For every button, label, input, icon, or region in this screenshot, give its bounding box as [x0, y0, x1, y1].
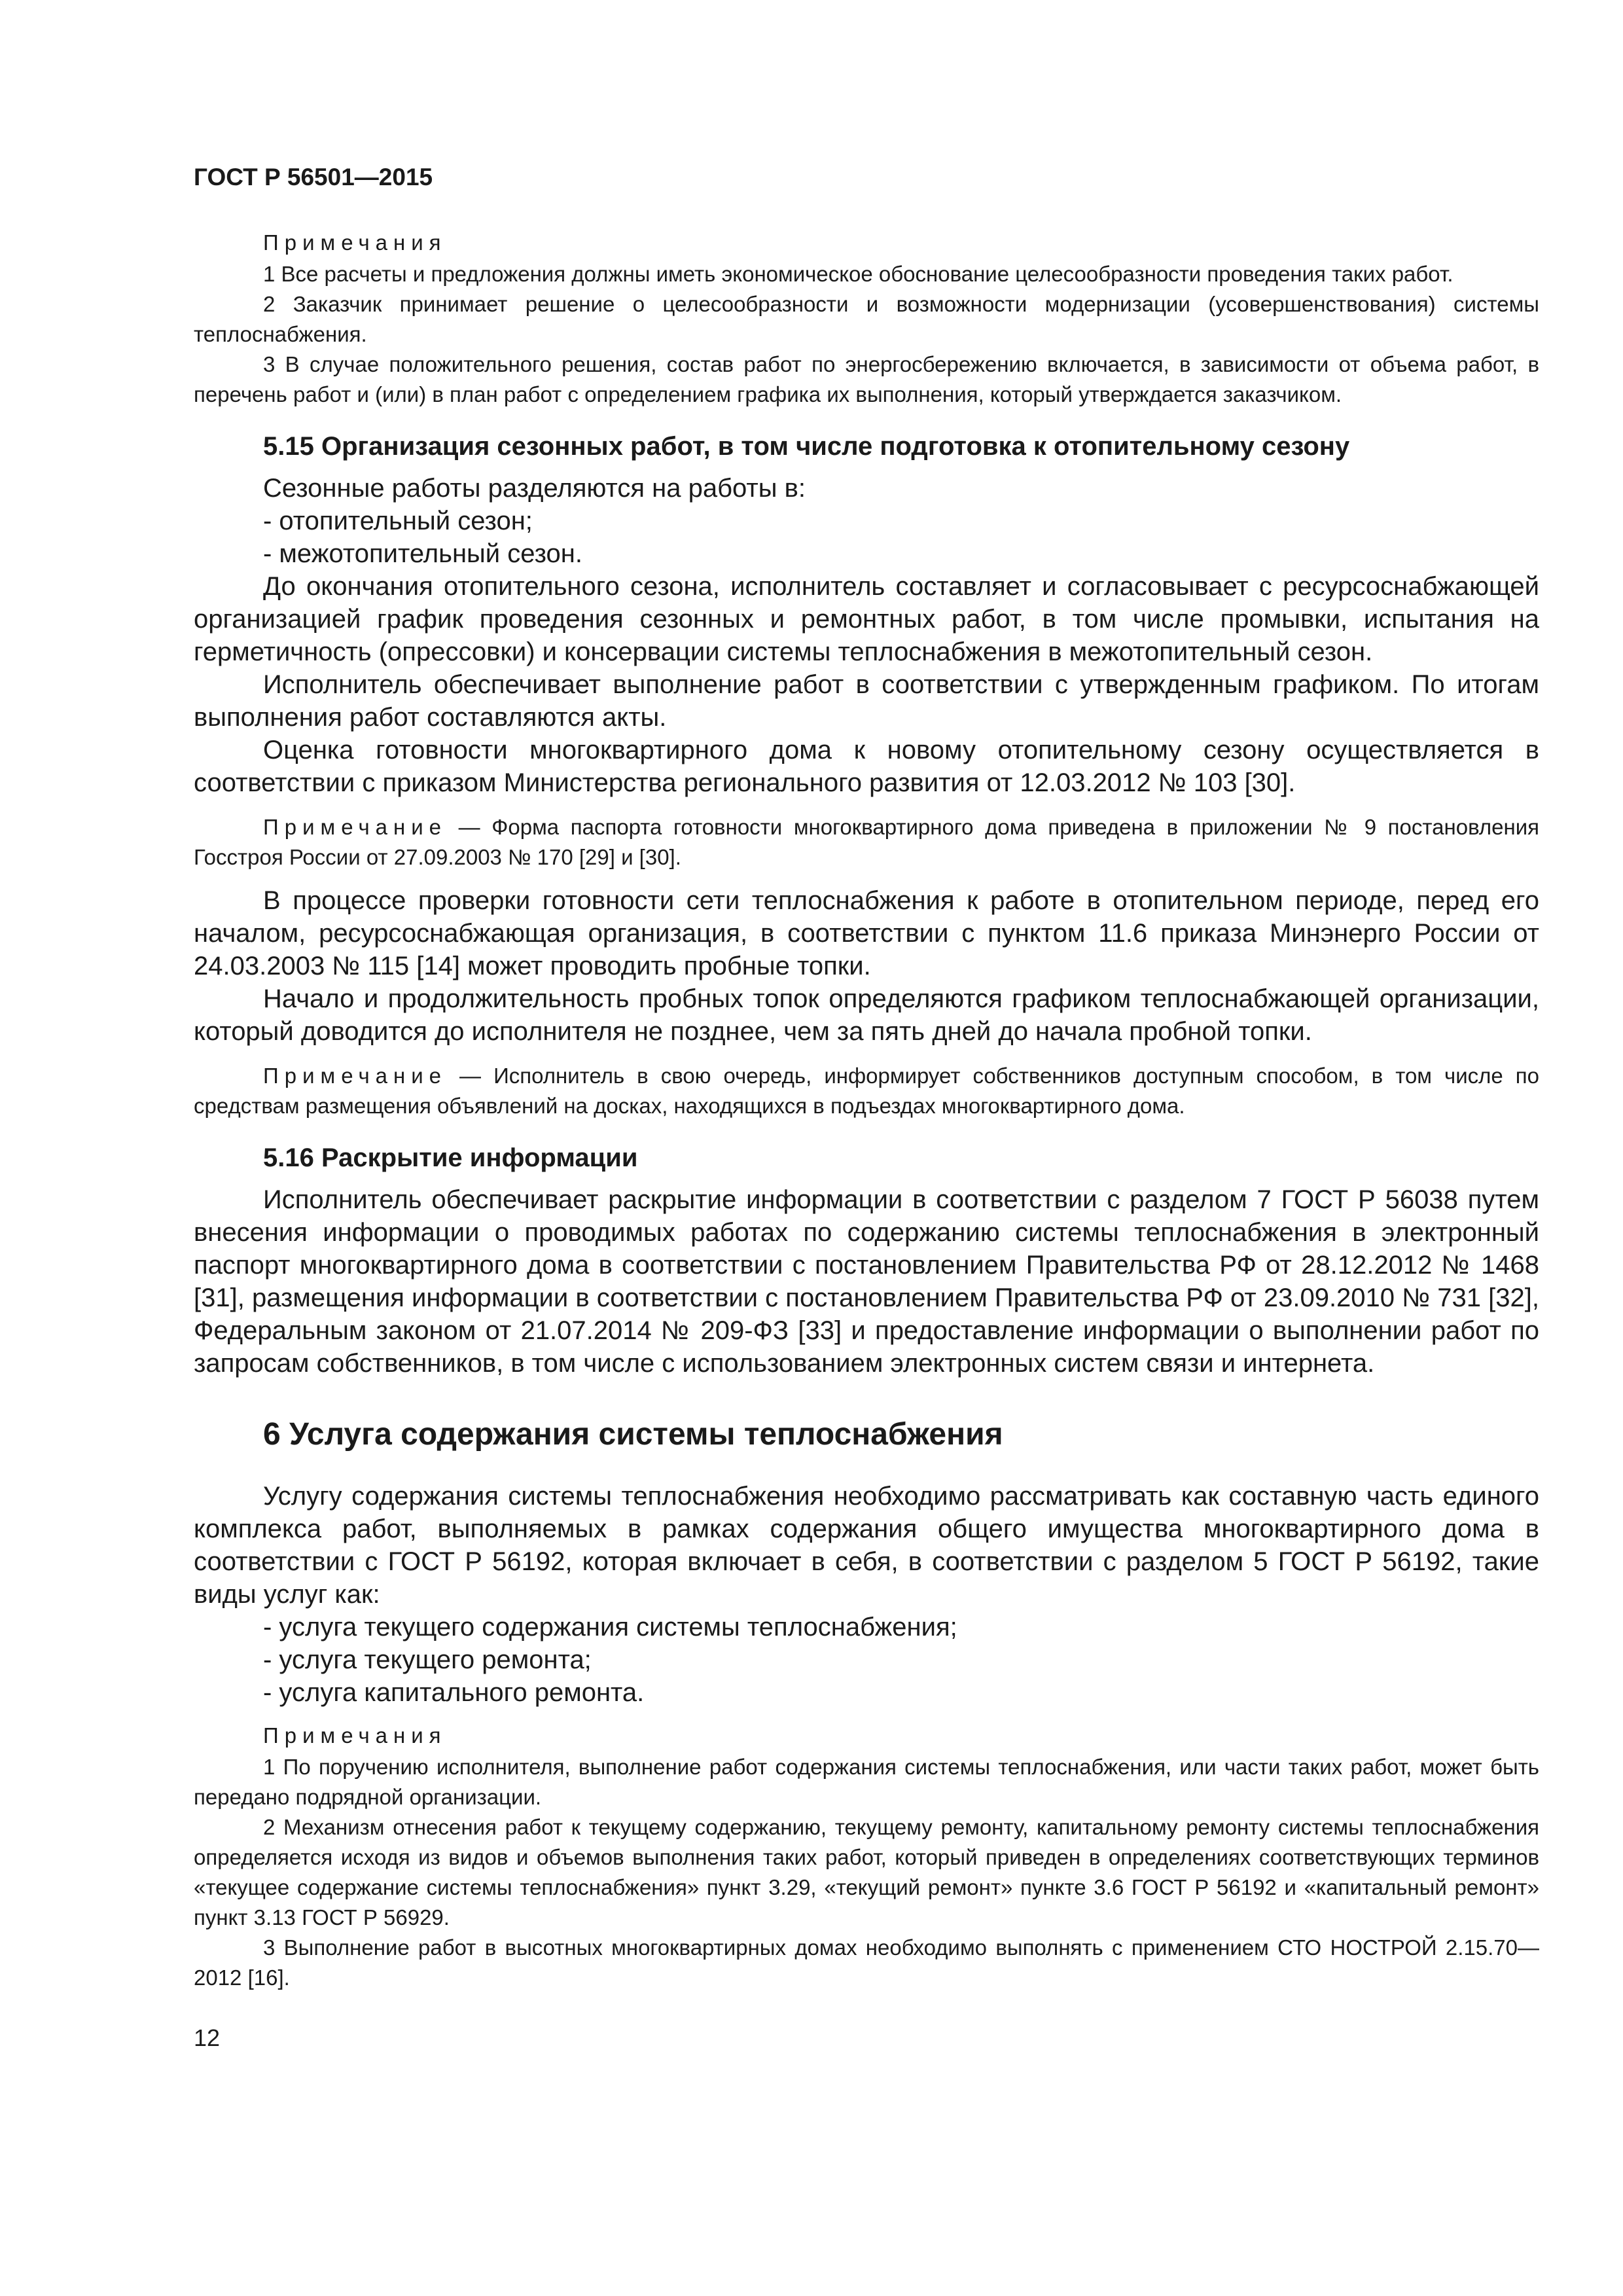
section-5-16-title: 5.16 Раскрытие информации [263, 1143, 638, 1172]
document-page [194, 164, 1539, 2052]
paragraph: Начало и продолжительность пробных топок определяются графиком теплоснабжающей организации, который доводится до исполнителя не позднее, чем за пять дней до начала пробной топки. [194, 984, 1539, 1046]
section-5-15-title: 5.15 Организация сезонных работ, в том числе подготовка к отопительному сезону [263, 432, 1350, 461]
note-item: 3 Выполнение работ в высотных многоквартирных домах необходимо выполнять с применением СТО НОСТРОЙ 2.15.70—2012 [16]. [194, 1935, 1539, 1990]
note-text: — Форма паспорта готовности многоквартирного дома приведена в приложении № 9 постановления Госстроя России от 27.09.2003 № 170 [29] и [30]. [194, 815, 1539, 869]
paragraph: В процессе проверки готовности сети теплоснабжения к работе в отопительном периоде, перед его началом, ресурсоснабжающая организация, в соответствии с пунктом 11.6 приказа Минэнерго России от 24.03.2003 № 115 [14] может проводить пробные топки. [194, 886, 1539, 980]
paragraph: Услугу содержания системы теплоснабжения необходимо рассматривать как составную часть единого комплекса работ, выполняемых в рамках содержания общего имущества многоквартирного дома в соответствии с ГОСТ Р 56192, которая включает в себя, в соответствии с разделом 5 ГОСТ Р 56192, такие виды услуг как: [194, 1482, 1539, 1609]
page-number: 12 [194, 2024, 221, 2051]
list-item: - услуга капитального ремонта. [263, 1678, 645, 1707]
document-header: ГОСТ Р 56501—2015 [194, 164, 433, 190]
note-item: 1 Все расчеты и предложения должны иметь экономическое обоснование целесообразности проведения таких работ. [263, 262, 1454, 286]
list-item: - межотопительный сезон. [263, 539, 582, 568]
note-item: 1 По поручению исполнителя, выполнение работ содержания системы теплоснабжения, или части таких работ, может быть передано подрядной организации. [194, 1755, 1539, 1809]
list-item: - услуга текущего ремонта; [263, 1645, 592, 1674]
list-item: - услуга текущего содержания системы теплоснабжения; [263, 1613, 957, 1641]
inline-note [194, 1061, 1539, 1121]
note-item: 2 Механизм отнесения работ к текущему содержанию, текущему ремонту, капитальному ремонту системы теплоснабжения определяется исходя из видов и объемов выполнения таких работ, который приведен в определениях соответствующих терминов «текущее содержание системы теплоснабжения» пункт 3.29, «текущий ремонт» пункте 3.6 ГОСТ Р 56192 и «капитальный ремонт» пункт 3.13 ГОСТ Р 56929. [194, 1815, 1539, 1929]
paragraph: Исполнитель обеспечивает выполнение работ в соответствии с утвержденным графиком. По итогам выполнения работ составляются акты. [194, 670, 1539, 732]
section-6-title: 6 Услуга содержания системы теплоснабжения [263, 1417, 1003, 1452]
paragraph: Оценка готовности многоквартирного дома к новому отопительному сезону осуществляется в соответствии с приказом Министерства регионального развития от 12.03.2012 № 103 [30]. [194, 736, 1539, 797]
paragraph: Сезонные работы разделяются на работы в: [263, 474, 806, 503]
note-text: — Исполнитель в свою очередь, информирует собственников доступным способом, в том числе по средствам размещения объявлений на досках, находящихся в подъездах многоквартирного дома. [194, 1064, 1539, 1118]
paragraph: Исполнитель обеспечивает раскрытие информации в соответствии с разделом 7 ГОСТ Р 56038 путем внесения информации о проводимых работах по содержанию системы теплоснабжения в электронный паспорт многоквартирного дома в соответствии с постановлением Правительства РФ от 28.12.2012 № 1468 [31], размещения информации в соответствии с постановлением Правительства РФ от 23.09.2010 № 731 [32], Федеральным законом от 21.07.2014 № 209-ФЗ [33] и предоставление информации о выполнении работ по запросам собственников, в том числе с использованием электронных систем связи и интернета. [194, 1185, 1539, 1378]
note-label: Примечание [263, 815, 448, 839]
notes-title: Примечания [263, 230, 447, 255]
note-item: 3 В случае положительного решения, состав работ по энергосбережению включается, в зависимости от объема работ, в перечень работ и (или) в план работ с определением графика их выполнения, который утверждается заказчиком. [194, 352, 1539, 406]
inline-note [194, 812, 1539, 872]
note-label: Примечание [263, 1064, 448, 1088]
paragraph: До окончания отопительного сезона, исполнитель составляет и согласовывает с ресурсоснабжающей организацией график проведения сезонных и ремонтных работ, в том числе промывки, испытания на герметичность (опрессовки) и консервации системы теплоснабжения в межотопительный сезон. [194, 572, 1539, 666]
notes-title: Примечания [263, 1723, 447, 1748]
list-item: - отопительный сезон; [263, 507, 533, 535]
note-item: 2 Заказчик принимает решение о целесообразности и возможности модернизации (усовершенствования) системы теплоснабжения. [194, 292, 1539, 346]
